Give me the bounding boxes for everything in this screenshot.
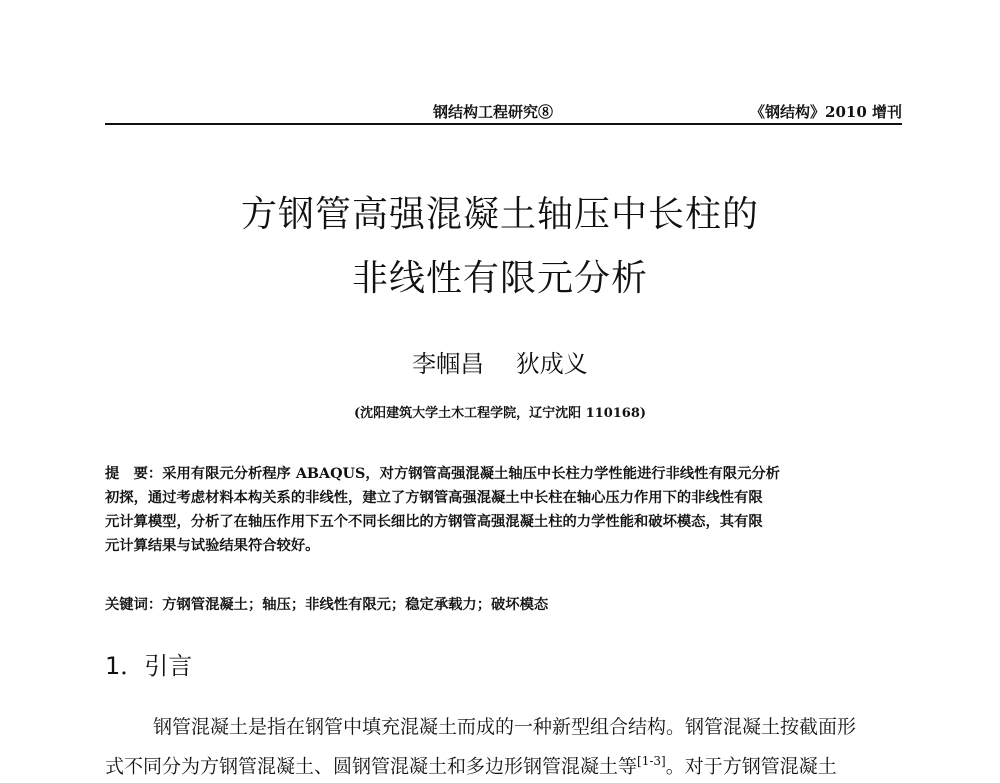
abstract-text-1: 采用有限元分析程序 ABAQUS，对方钢管高强混凝土轴压中长柱力学性能进行非线性有限元分析 xyxy=(162,466,780,482)
keywords-text: 方钢管混凝土；轴压；非线性有限元；稳定承载力；破坏模态 xyxy=(162,597,549,613)
authors xyxy=(0,344,1000,379)
paper-title-line-1: 方钢管高强混凝土轴压中长柱的 xyxy=(240,194,759,235)
author-1: 李帼昌 xyxy=(412,350,485,378)
running-header xyxy=(105,101,902,123)
abstract-line-4: 元计算结果与试验结果符合较好。 xyxy=(105,538,320,554)
body-line-1: 钢管混凝土是指在钢管中填充混凝土而成的一种新型组合结构。钢管混凝土按截面形 xyxy=(153,716,857,738)
body-line-2-a: 式不同分为方钢管混凝土、圆钢管混凝土和多边形钢管混凝土等 xyxy=(105,755,638,778)
body-text xyxy=(105,710,902,783)
citation: [1-3] xyxy=(637,754,666,768)
paper-title-line-2: 非线性有限元分析 xyxy=(351,258,648,299)
abstract-line-2: 初探，通过考虑材料本构关系的非线性，建立了方钢管高强混凝土中长柱在轴心压力作用下的非线性有限 xyxy=(105,490,763,506)
body-line-2 xyxy=(105,744,902,783)
series-title: 钢结构工程研究⑧ xyxy=(433,103,554,121)
keywords-label: 关键词： xyxy=(105,597,163,613)
journal-info: 《钢结构》2010 增刊 xyxy=(750,103,902,121)
header-rule xyxy=(105,123,902,125)
abstract xyxy=(105,462,902,558)
abstract-line-1 xyxy=(105,462,902,486)
keywords xyxy=(105,594,902,614)
section-heading: 1．引言 xyxy=(105,652,193,680)
author-2: 狄成义 xyxy=(515,350,588,378)
abstract-label: 提 要： xyxy=(105,466,163,482)
abstract-line-3: 元计算模型，分析了在轴压作用下五个不同长细比的方钢管高强混凝土柱的力学性能和破坏模态，其有限 xyxy=(105,514,763,530)
affiliation: (沈阳建筑大学土木工程学院，辽宁沈阳 110168) xyxy=(353,406,647,421)
body-line-2-b: 。对于方钢管混凝土 xyxy=(665,755,837,778)
